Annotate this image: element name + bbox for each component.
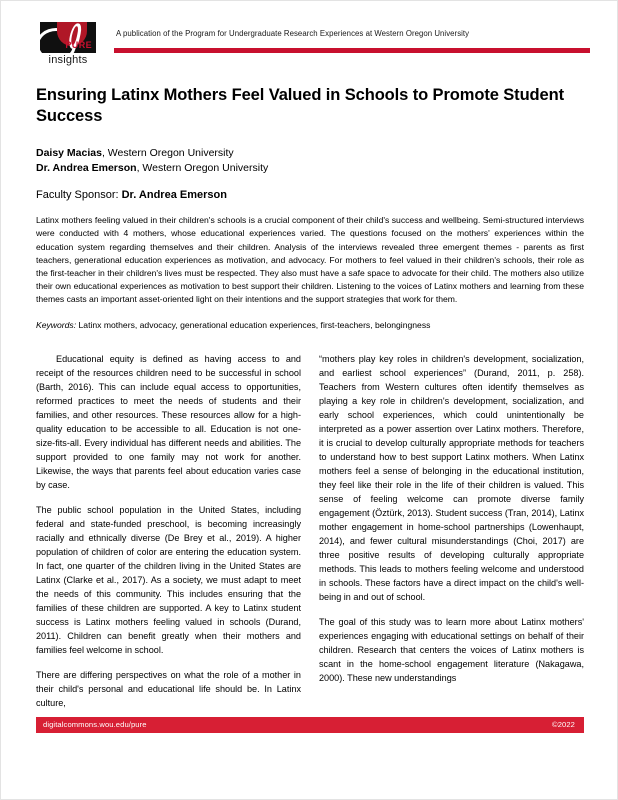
paragraph: “mothers play key roles in children's development, socialization, and earliest school experiences” (Durand, 2011, p. 258). Teachers from Western cultures often identify themselves as playing a key role in children's development, socialization, and early school experiences, which could unintentionally be interpreted as a power assertion over Latinx mothers. Therefore, it is crucial to develop culturally appropriate methods for teachers to understand how to best support Latinx mothers. When Latinx mothers feel a sense of belonging in the educational institution, they feel like their role in the life of their children is valued. This sense of feeling welcome can promote diverse family engagement (Öztürk, 2013). Student success (Tran, 2014), Latinx mother engagement in home-school partnerships (Lowenhaupt, 2014), and fewer cultural misunderstandings (Choi, 2017) are three positive results of developing culturally appropriate methods. This leads to mothers feeling welcome and understood in schools. These factors have a direct impact on the child's well-being in and out of school. — [319, 354, 584, 603]
page-title: Ensuring Latinx Mothers Feel Valued in Schools to Promote Student Success — [36, 86, 564, 126]
logo-insights-text: insights — [48, 54, 88, 66]
right-column — [319, 352, 584, 710]
page-footer — [36, 717, 584, 733]
publication-line: A publication of the Program for Undergraduate Research Experiences at Western Oregon University — [116, 29, 470, 38]
faculty-sponsor — [36, 189, 584, 201]
author-name: Dr. Andrea Emerson — [36, 162, 137, 175]
author-affiliation: , Western Oregon University — [101, 147, 234, 160]
footer-copyright: ©2022 — [552, 720, 575, 729]
author-name: Daisy Macias — [36, 147, 102, 160]
page-content — [36, 19, 584, 710]
left-column — [36, 352, 301, 710]
paragraph: The public school population in the United States, including federal and state-funded preschool, is becoming increasingly racially and ethnically diverse (De Brey et al., 2019). A higher population of children of color are entering the education system. In fact, one quarter of the children living in the United States are Latinx (Clarke et al., 2017). As a society, we must adapt to meet the needs of this community. This includes ensuring that the families of these children are supported. A key to Latinx student success is Latinx mothers feeling valued in schools (Durand, 2011). Children can benefit greatly when their mothers and families feel welcome in school. — [36, 505, 301, 656]
author-affiliation: , Western Oregon University — [136, 162, 269, 175]
pure-insights-logo — [36, 22, 100, 66]
author-list — [36, 146, 584, 176]
masthead-rule — [114, 48, 590, 53]
body-columns — [36, 352, 584, 710]
logo-mark-icon — [40, 22, 96, 53]
faculty-sponsor-label: Faculty Sponsor: — [36, 189, 122, 202]
logo-pure-text: PURE — [65, 40, 92, 50]
paragraph: Educational equity is defined as having access to and receipt of the resources children need to be successful in school (Barth, 2016). This can include equal access to opportunities, reformed practices to meet the needs of students and their families, and other resources. These resources allow for a high-quality education to be accessible to all. Education is not one-size-fits-all. Every individual has different needs and abilities. The support provided to one family may not work for another. Likewise, the ways that parents feel about education varies case by case. — [36, 354, 301, 491]
masthead — [36, 19, 584, 69]
abstract-text: Latinx mothers feeling valued in their children's schools is a crucial component of their child's success and wellbeing. Semi-structured interviews were conducted with 4 mothers, whose educational experiences varied. The questions focused on the mothers' experiences within the education system regarding themselves and their children. Analysis of the interviews revealed three emergent themes - parents as first teachers, generational education experiences as motivation, and advocacy. For mothers to feel valued in their children's schools, their role as the first-teacher in their children's lives must be respected. They also must have a safe space to advocate for their child. The mothers also utilize their own educational experiences as motivation to best support their children. Listening to the voices of Latinx mothers and learning from these themes casts an important asset-oriented light on their intentions and the support strategies that work for them. — [36, 215, 584, 305]
author-row — [36, 161, 584, 176]
author-row — [36, 146, 584, 161]
keywords-values: Latinx mothers, advocacy, generational education experiences, first-teachers, belongingness — [76, 320, 431, 331]
faculty-sponsor-name: Dr. Andrea Emerson — [121, 189, 227, 202]
footer-url[interactable]: digitalcommons.wou.edu/pure — [43, 720, 147, 729]
paragraph: There are differing perspectives on what the role of a mother in their child's personal and educational life should be. In Latinx culture, — [36, 670, 301, 709]
keywords-line — [36, 319, 584, 332]
paragraph: The goal of this study was to learn more about Latinx mothers' experiences engaging with educational settings on behalf of their children. Research that centers the voices of Latinx mothers is scant in the home-school engagement literature (Nakagawa, 2000). These new understandings — [319, 617, 584, 684]
keywords-label: Keywords: — [36, 320, 77, 331]
